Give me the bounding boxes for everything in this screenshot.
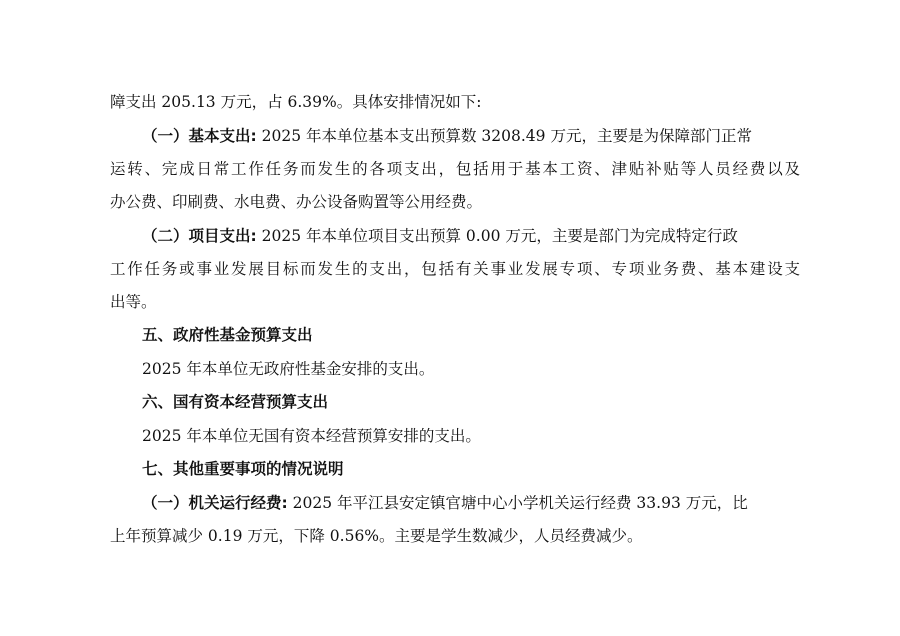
line-text: 办公费、印刷费、水电费、办公设备购置等公用经费。 (110, 193, 483, 211)
paragraph-line (110, 92, 800, 112)
line-text: 工作任务或事业发展目标而发生的支出，包括有关事业发展专项、专项业务费、基本建设支 (110, 260, 800, 278)
section-heading (142, 459, 802, 479)
line-text: 出等。 (110, 293, 157, 311)
paragraph-line (110, 159, 800, 179)
line-text: 上年预算减少 0.19 万元，下降 0.56%。主要是学生数减少，人员经费减少。 (110, 527, 643, 545)
heading-other-matters: 七、其他重要事项的情况说明 (142, 460, 344, 478)
line-text: 2025 年本单位无国有资本经营预算安排的支出。 (142, 427, 481, 445)
paragraph-line (142, 359, 802, 379)
paragraph-line (110, 259, 800, 279)
section-heading-basic-expenditure: （一）基本支出: (142, 127, 257, 145)
paragraph-line (142, 493, 802, 513)
line-text: 2025 年本单位无政府性基金安排的支出。 (142, 360, 435, 378)
line-text: 运转、完成日常工作任务而发生的各项支出，包括用于基本工资、津贴补贴等人员经费以及 (110, 160, 800, 178)
paragraph-line (110, 292, 800, 312)
paragraph-line (142, 126, 802, 146)
paragraph-line (110, 526, 800, 546)
line-text: 2025 年本单位项目支出预算 0.00 万元，主要是部门为完成特定行政 (256, 227, 738, 245)
section-heading-project-expenditure: （二）项目支出: (142, 227, 257, 245)
paragraph-line (142, 426, 802, 446)
paragraph-line (142, 226, 802, 246)
section-heading (142, 325, 802, 345)
line-text: 2025 年本单位基本支出预算数 3208.49 万元，主要是为保障部门正常 (256, 127, 752, 145)
section-heading (142, 392, 802, 412)
heading-government-fund: 五、政府性基金预算支出 (142, 326, 313, 344)
paragraph-line (110, 192, 800, 212)
line-text: 障支出 205.13 万元，占 6.39%。具体安排情况如下: (110, 93, 482, 111)
line-text: 2025 年平江县安定镇官塘中心小学机关运行经费 33.93 万元，比 (287, 494, 748, 512)
section-heading-operating-expenses: （一）机关运行经费: (142, 494, 288, 512)
heading-state-capital: 六、国有资本经营预算支出 (142, 393, 329, 411)
